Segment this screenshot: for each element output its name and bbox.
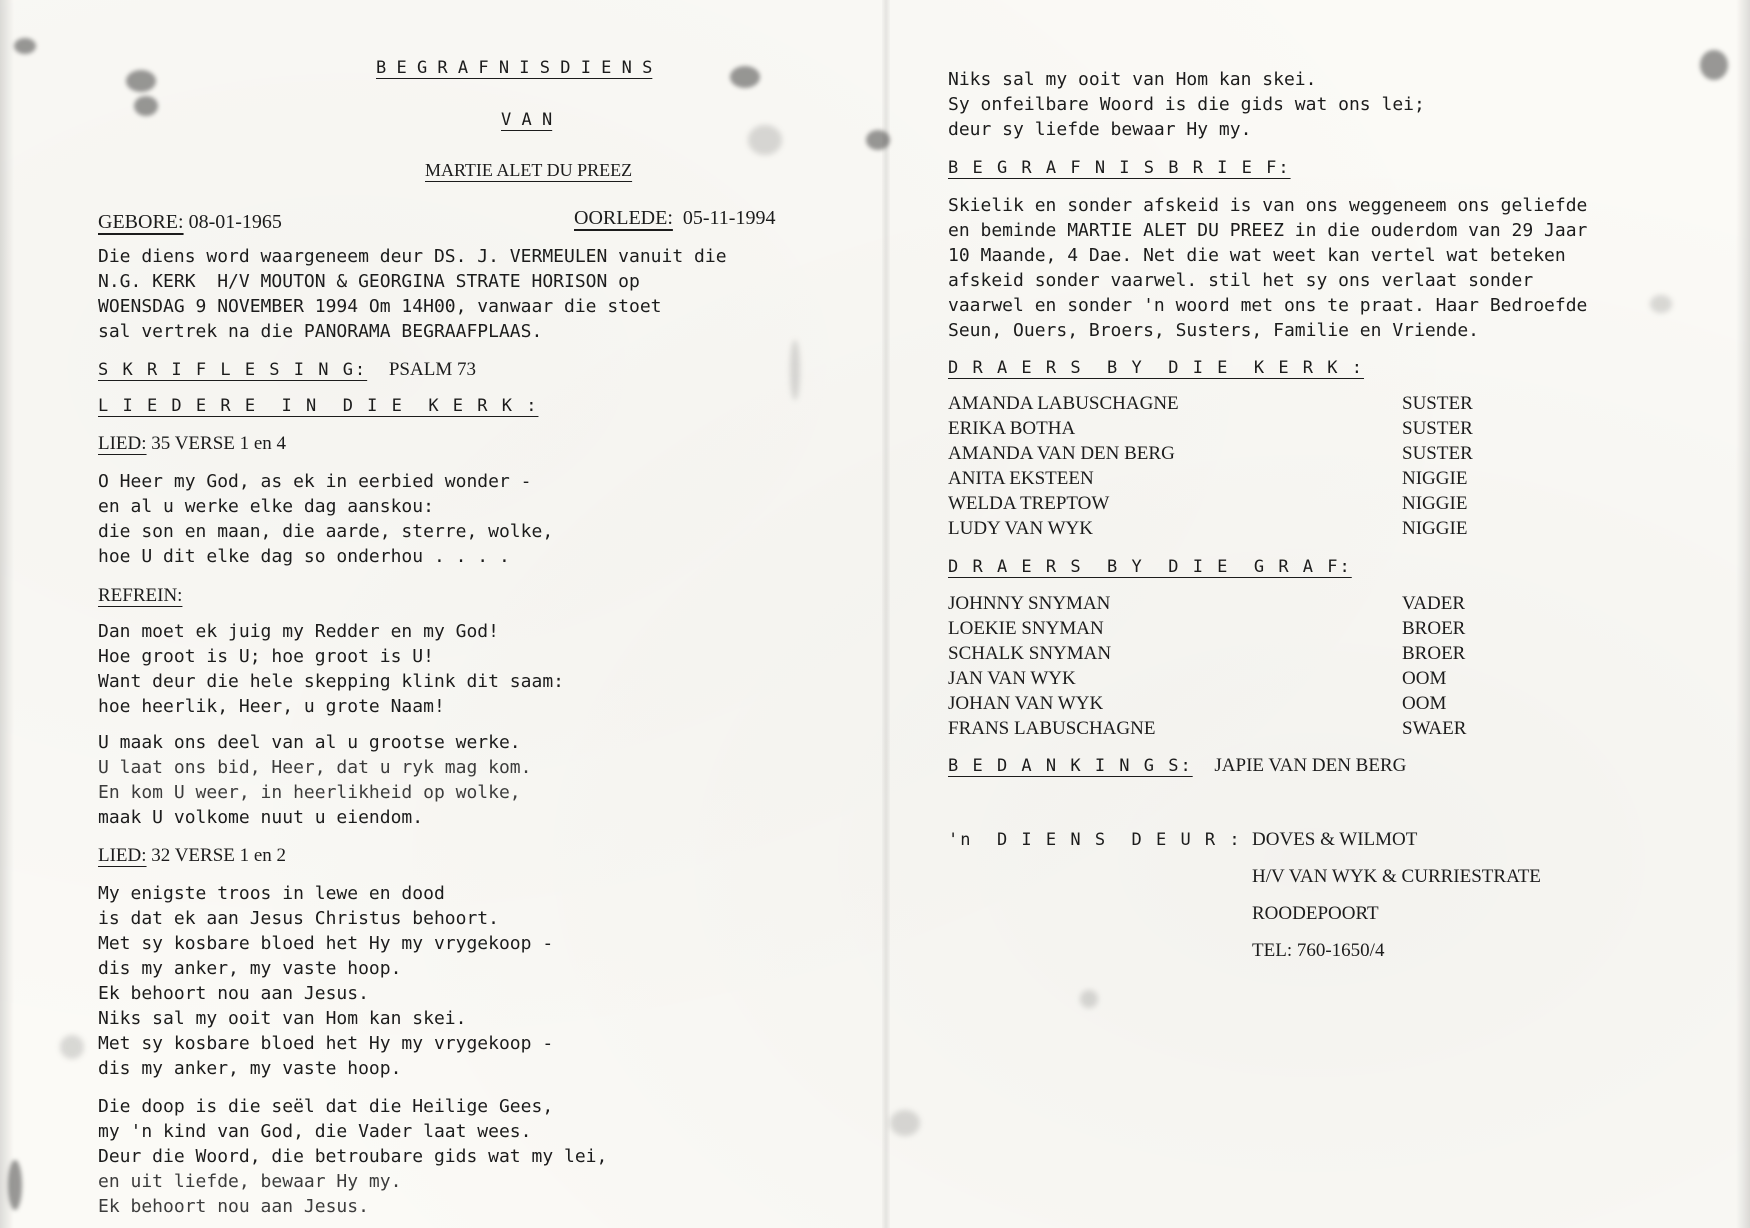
- brief-line: afskeid sonder vaarwel. stil het sy ons verlaat sonder: [948, 270, 1534, 291]
- refrein-line: Want deur die hele skepping klink dit saam:: [98, 671, 564, 692]
- document-title: B E G R A F N I S D I E N S: [376, 58, 653, 78]
- bearer-role: NIGGIE: [1402, 518, 1468, 539]
- stanza-line: Deur die Woord, die betroubare gids wat my lei,: [98, 1146, 608, 1167]
- skriflesing-label: S K R I F L E S I N G:: [98, 360, 368, 380]
- stanza-line: my 'n kind van God, die Vader laat wees.: [98, 1121, 532, 1142]
- deceased-name: MARTIE ALET DU PREEZ: [425, 160, 633, 180]
- stain-mark: [730, 66, 760, 88]
- undertaker-line: DOVES & WILMOT: [1252, 829, 1418, 850]
- stanza-line: deur sy liefde bewaar Hy my.: [948, 119, 1252, 140]
- bearer-role: BROER: [1402, 618, 1466, 639]
- center-fold: [882, 0, 890, 1228]
- refrein-heading: REFREIN:: [98, 585, 183, 606]
- stain-mark: [1650, 295, 1672, 313]
- bearer-name: WELDA TREPTOW: [948, 493, 1110, 514]
- refrein-line: hoe heerlik, Heer, u grote Naam!: [98, 696, 445, 717]
- paper-edge-left: [0, 0, 14, 1228]
- bearer-name: ERIKA BOTHA: [948, 418, 1076, 439]
- stanza-line: Niks sal my ooit van Hom kan skei.: [948, 69, 1317, 90]
- bearer-name: LOEKIE SNYMAN: [948, 618, 1104, 639]
- bedankings-label: B E D A N K I N G S:: [948, 756, 1193, 776]
- stanza-line: U maak ons deel van al u grootse werke.: [98, 732, 521, 753]
- lied1-row: [98, 434, 286, 454]
- stain-mark: [14, 38, 36, 54]
- gebore-label: GEBORE:: [98, 211, 184, 233]
- stain-mark: [748, 125, 782, 155]
- stain-mark: [866, 130, 890, 150]
- bearer-role: NIGGIE: [1402, 493, 1468, 514]
- skriflesing-value: PSALM 73: [388, 359, 476, 380]
- bedankings-value: JAPIE VAN DEN BERG: [1214, 755, 1407, 776]
- graf-heading: D R A E R S B Y D I E G R A F:: [948, 557, 1352, 577]
- stanza-line: is dat ek aan Jesus Christus behoort.: [98, 908, 499, 929]
- stanza-line: My enigste troos in lewe en dood: [98, 883, 445, 904]
- liedere-heading: L I E D E R E I N D I E K E R K :: [98, 396, 539, 416]
- stanza-line: Met sy kosbare bloed het Hy my vrygekoop -: [98, 1033, 554, 1054]
- lied2-value: 32 VERSE 1 en 2: [151, 845, 287, 866]
- bearer-name: ANITA EKSTEEN: [948, 468, 1094, 489]
- undertaker-line: ROODEPOORT: [1252, 903, 1379, 924]
- brief-line: en beminde MARTIE ALET DU PREEZ in die ouderdom van 29 Jaar: [948, 220, 1588, 241]
- bedankings-row: [948, 756, 1406, 776]
- stanza-line: dis my anker, my vaste hoop.: [98, 958, 402, 979]
- lied2-row: [98, 846, 286, 866]
- brief-line: Skielik en sonder afskeid is van ons weggeneem ons geliefde: [948, 195, 1588, 216]
- stain-mark: [8, 1160, 22, 1210]
- bearer-role: SUSTER: [1402, 443, 1473, 464]
- document-van: V A N: [501, 110, 553, 130]
- oorlede-date: 05-11-1994: [682, 207, 776, 229]
- refrein-line: Dan moet ek juig my Redder en my God!: [98, 621, 499, 642]
- gebore-row: [98, 212, 282, 232]
- bearer-role: VADER: [1402, 593, 1465, 614]
- brief-line: Seun, Ouers, Broers, Susters, Familie en Vriende.: [948, 320, 1480, 341]
- intro-line: WOENSDAG 9 NOVEMBER 1994 Om 14H00, vanwaar die stoet: [98, 296, 662, 317]
- gebore-date: 08-01-1965: [188, 211, 282, 233]
- stain-mark: [134, 96, 158, 116]
- stanza-line: maak U volkome nuut u eiendom.: [98, 807, 424, 828]
- stanza-line: Ek behoort nou aan Jesus.: [98, 983, 369, 1004]
- lied1-label: LIED:: [98, 433, 147, 454]
- lied1-value: 35 VERSE 1 en 4: [151, 433, 287, 454]
- lied2-label: LIED:: [98, 845, 147, 866]
- kerk-heading: D R A E R S B Y D I E K E R K :: [948, 358, 1364, 378]
- brief-line: 10 Maande, 4 Dae. Net die wat weet kan vertel wat beteken: [948, 245, 1566, 266]
- stanza-line: Ek behoort nou aan Jesus.: [98, 1196, 369, 1217]
- undertaker-line: H/V VAN WYK & CURRIESTRATE: [1252, 866, 1541, 887]
- stanza-line: Die doop is die seël dat die Heilige Gees,: [98, 1096, 554, 1117]
- bearer-name: AMANDA LABUSCHAGNE: [948, 393, 1179, 414]
- stanza-line: Niks sal my ooit van Hom kan skei.: [98, 1008, 467, 1029]
- stain-mark: [126, 70, 156, 92]
- bearer-role: SUSTER: [1402, 418, 1473, 439]
- bearer-role: BROER: [1402, 643, 1466, 664]
- oorlede-row: [574, 208, 775, 228]
- bearer-role: OOM: [1402, 668, 1447, 689]
- bearer-name: JAN VAN WYK: [948, 668, 1076, 689]
- intro-line: sal vertrek na die PANORAMA BEGRAAFPLAAS.: [98, 321, 543, 342]
- diens-label: 'n D I E N S D E U R :: [948, 830, 1242, 850]
- stanza-line: dis my anker, my vaste hoop.: [98, 1058, 402, 1079]
- bearer-name: SCHALK SNYMAN: [948, 643, 1112, 664]
- intro-line: Die diens word waargeneem deur DS. J. VERMEULEN vanuit die: [98, 246, 727, 267]
- stain-mark: [1080, 990, 1098, 1008]
- stanza-line: die son en maan, die aarde, sterre, wolke,: [98, 521, 554, 542]
- stanza-line: Met sy kosbare bloed het Hy my vrygekoop -: [98, 933, 554, 954]
- bearer-name: JOHNNY SNYMAN: [948, 593, 1111, 614]
- bearer-role: SUSTER: [1402, 393, 1473, 414]
- bearer-name: LUDY VAN WYK: [948, 518, 1093, 539]
- bearer-name: FRANS LABUSCHAGNE: [948, 718, 1156, 739]
- stain-mark: [1700, 50, 1728, 80]
- paper-edge-right: [1736, 0, 1750, 1228]
- skriflesing-row: [98, 360, 476, 380]
- undertaker-line: TEL: 760-1650/4: [1252, 940, 1385, 961]
- stanza-line: U laat ons bid, Heer, dat u ryk mag kom.: [98, 757, 532, 778]
- stanza-line: Sy onfeilbare Woord is die gids wat ons lei;: [948, 94, 1425, 115]
- oorlede-label: OORLEDE:: [574, 207, 673, 229]
- bearer-role: SWAER: [1402, 718, 1467, 739]
- intro-line: N.G. KERK H/V MOUTON & GEORGINA STRATE HORISON op: [98, 271, 640, 292]
- refrein-line: Hoe groot is U; hoe groot is U!: [98, 646, 434, 667]
- stain-mark: [60, 1035, 84, 1059]
- brief-line: vaarwel en sonder 'n woord met ons te praat. Haar Bedroefde: [948, 295, 1588, 316]
- stain-mark: [790, 340, 800, 400]
- stanza-line: hoe U dit elke dag so onderhou . . . .: [98, 546, 510, 567]
- stanza-line: en al u werke elke dag aanskou:: [98, 496, 434, 517]
- stanza-line: En kom U weer, in heerlikheid op wolke,: [98, 782, 521, 803]
- bearer-name: JOHAN VAN WYK: [948, 693, 1104, 714]
- stanza-line: O Heer my God, as ek in eerbied wonder -: [98, 471, 532, 492]
- brief-heading: B E G R A F N I S B R I E F:: [948, 158, 1291, 178]
- stanza-line: en uit liefde, bewaar Hy my.: [98, 1171, 402, 1192]
- bearer-name: AMANDA VAN DEN BERG: [948, 443, 1175, 464]
- stain-mark: [890, 1110, 920, 1136]
- bearer-role: OOM: [1402, 693, 1447, 714]
- bearer-role: NIGGIE: [1402, 468, 1468, 489]
